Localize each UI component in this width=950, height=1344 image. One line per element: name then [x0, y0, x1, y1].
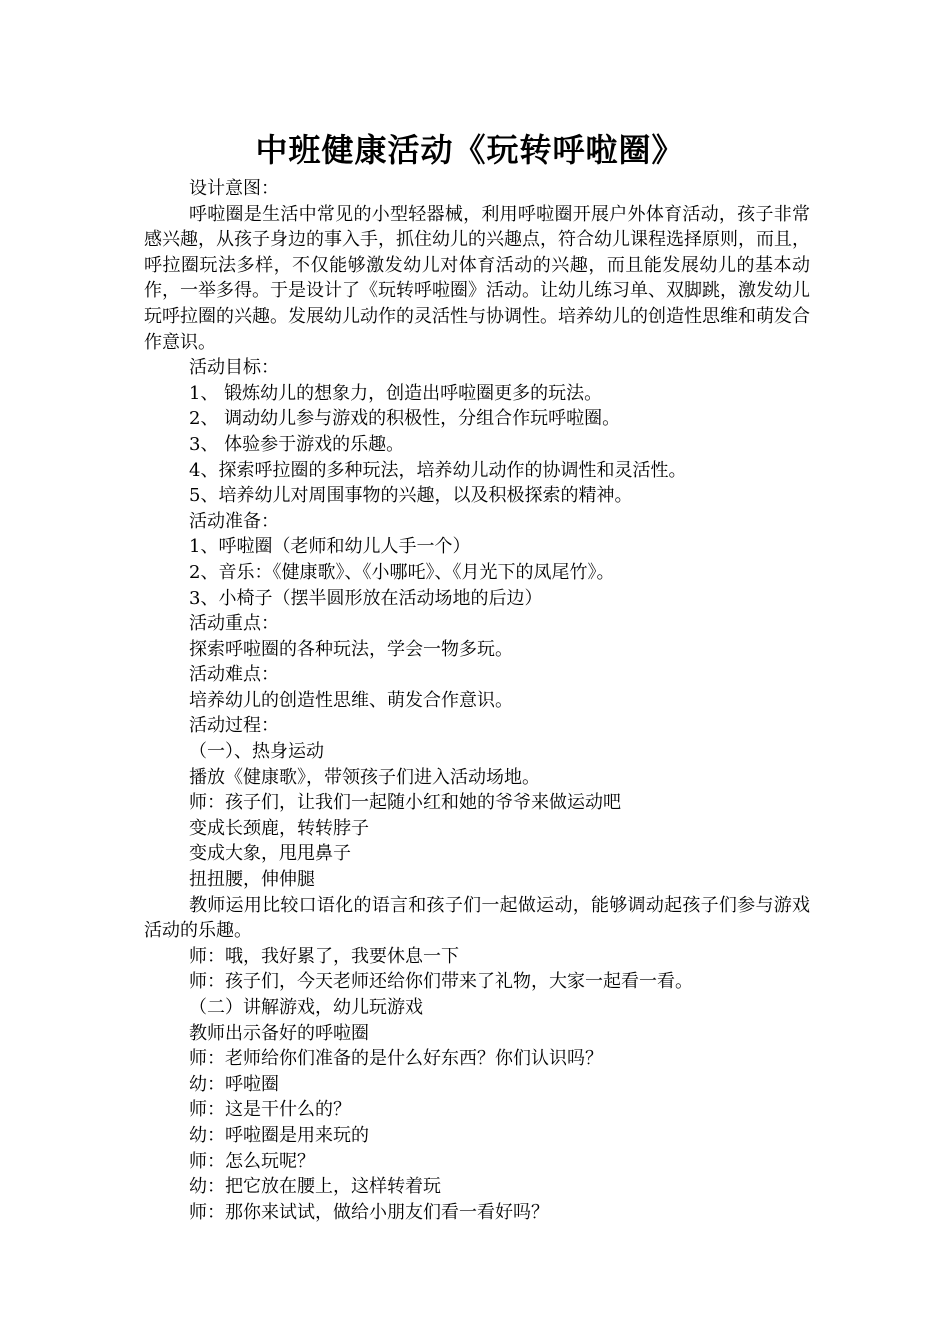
paragraph: 播放《健康歌》，带领孩子们进入活动场地。	[189, 766, 540, 788]
paragraph: 培养幼儿的创造性思维、萌发合作意识。	[189, 689, 513, 711]
paragraph: 活动重点：	[189, 613, 279, 635]
paragraph: 1、 锻炼幼儿的想象力，创造出呼啦圈更多的玩法。	[189, 382, 603, 404]
paragraph: （一）、热身运动	[189, 741, 324, 763]
paragraph: 1、呼啦圈（老师和幼儿人手一个）	[189, 536, 471, 558]
paragraph: 呼啦圈是生活中常见的小型轻器械，利用呼啦圈开展户外体育活动，孩子非常感兴趣，从孩子身边的事入手，抓住幼儿的兴趣点，符合幼儿课程选择原则，而且，呼拉圈玩法多样，不仅能够激发幼儿对体育活动的兴趣，而且能发展幼儿的基本动作，一举多得。于是设计了《玩转呼啦圈》活动。让幼儿练习单、双脚跳，激发幼儿玩呼拉圈的兴趣。发展幼儿动作的灵活性与协调性。培养幼儿的创造性思维和萌发合作意识。	[144, 203, 810, 353]
document-title: 中班健康活动《玩转呼啦圈》	[255, 131, 685, 169]
paragraph: 幼：把它放在腰上，这样转着玩	[189, 1176, 441, 1198]
paragraph: 2、音乐：《健康歌》、《小哪吒》、《月光下的凤尾竹》。	[189, 561, 615, 583]
paragraph: 师：孩子们，让我们一起随小红和她的爷爷来做运动吧	[189, 792, 621, 814]
paragraph: 幼：呼啦圈	[189, 1073, 279, 1095]
paragraph: 师：孩子们，今天老师还给你们带来了礼物，大家一起看一看。	[189, 971, 693, 993]
paragraph: 5、培养幼儿对周围事物的兴趣，以及积极探索的精神。	[189, 485, 633, 507]
paragraph: 变成大象，甩甩鼻子	[189, 843, 351, 865]
paragraph: 教师运用比较口语化的语言和孩子们一起做运动，能够调动起孩子们参与游戏活动的乐趣。	[144, 894, 810, 942]
paragraph: 3、 体验参于游戏的乐趣。	[189, 433, 405, 455]
paragraph: 2、 调动幼儿参与游戏的积极性，分组合作玩呼啦圈。	[189, 408, 621, 430]
paragraph: （二）讲解游戏，幼儿玩游戏	[189, 997, 423, 1018]
paragraph: 探索呼啦圈的各种玩法，学会一物多玩。	[189, 638, 513, 660]
paragraph: 设计意图：	[189, 178, 279, 199]
paragraph: 师：那你来试试，做给小朋友们看一看好吗？	[189, 1201, 549, 1223]
paragraph: 4、探索呼拉圈的多种玩法，培养幼儿动作的协调性和灵活性。	[189, 459, 687, 481]
paragraph: 师：哦，我好累了，我要休息一下	[189, 945, 459, 967]
paragraph: 幼：呼啦圈是用来玩的	[189, 1124, 369, 1146]
paragraph: 活动目标：	[189, 357, 279, 379]
document-body	[144, 176, 810, 1225]
paragraph: 3、小椅子（摆半圆形放在活动场地的后边）	[189, 587, 543, 609]
paragraph: 活动过程：	[189, 715, 279, 737]
paragraph: 师：老师给你们准备的是什么好东西？你们认识吗？	[189, 1048, 603, 1070]
paragraph: 师：这是干什么的？	[189, 1099, 351, 1121]
paragraph: 师：怎么玩呢？	[189, 1150, 315, 1172]
paragraph: 活动准备：	[189, 510, 279, 532]
paragraph: 扭扭腰，伸伸腿	[189, 869, 315, 891]
paragraph: 变成长颈鹿，转转脖子	[189, 817, 369, 839]
paragraph: 教师出示备好的呼啦圈	[189, 1022, 369, 1044]
paragraph: 活动难点：	[189, 664, 279, 686]
